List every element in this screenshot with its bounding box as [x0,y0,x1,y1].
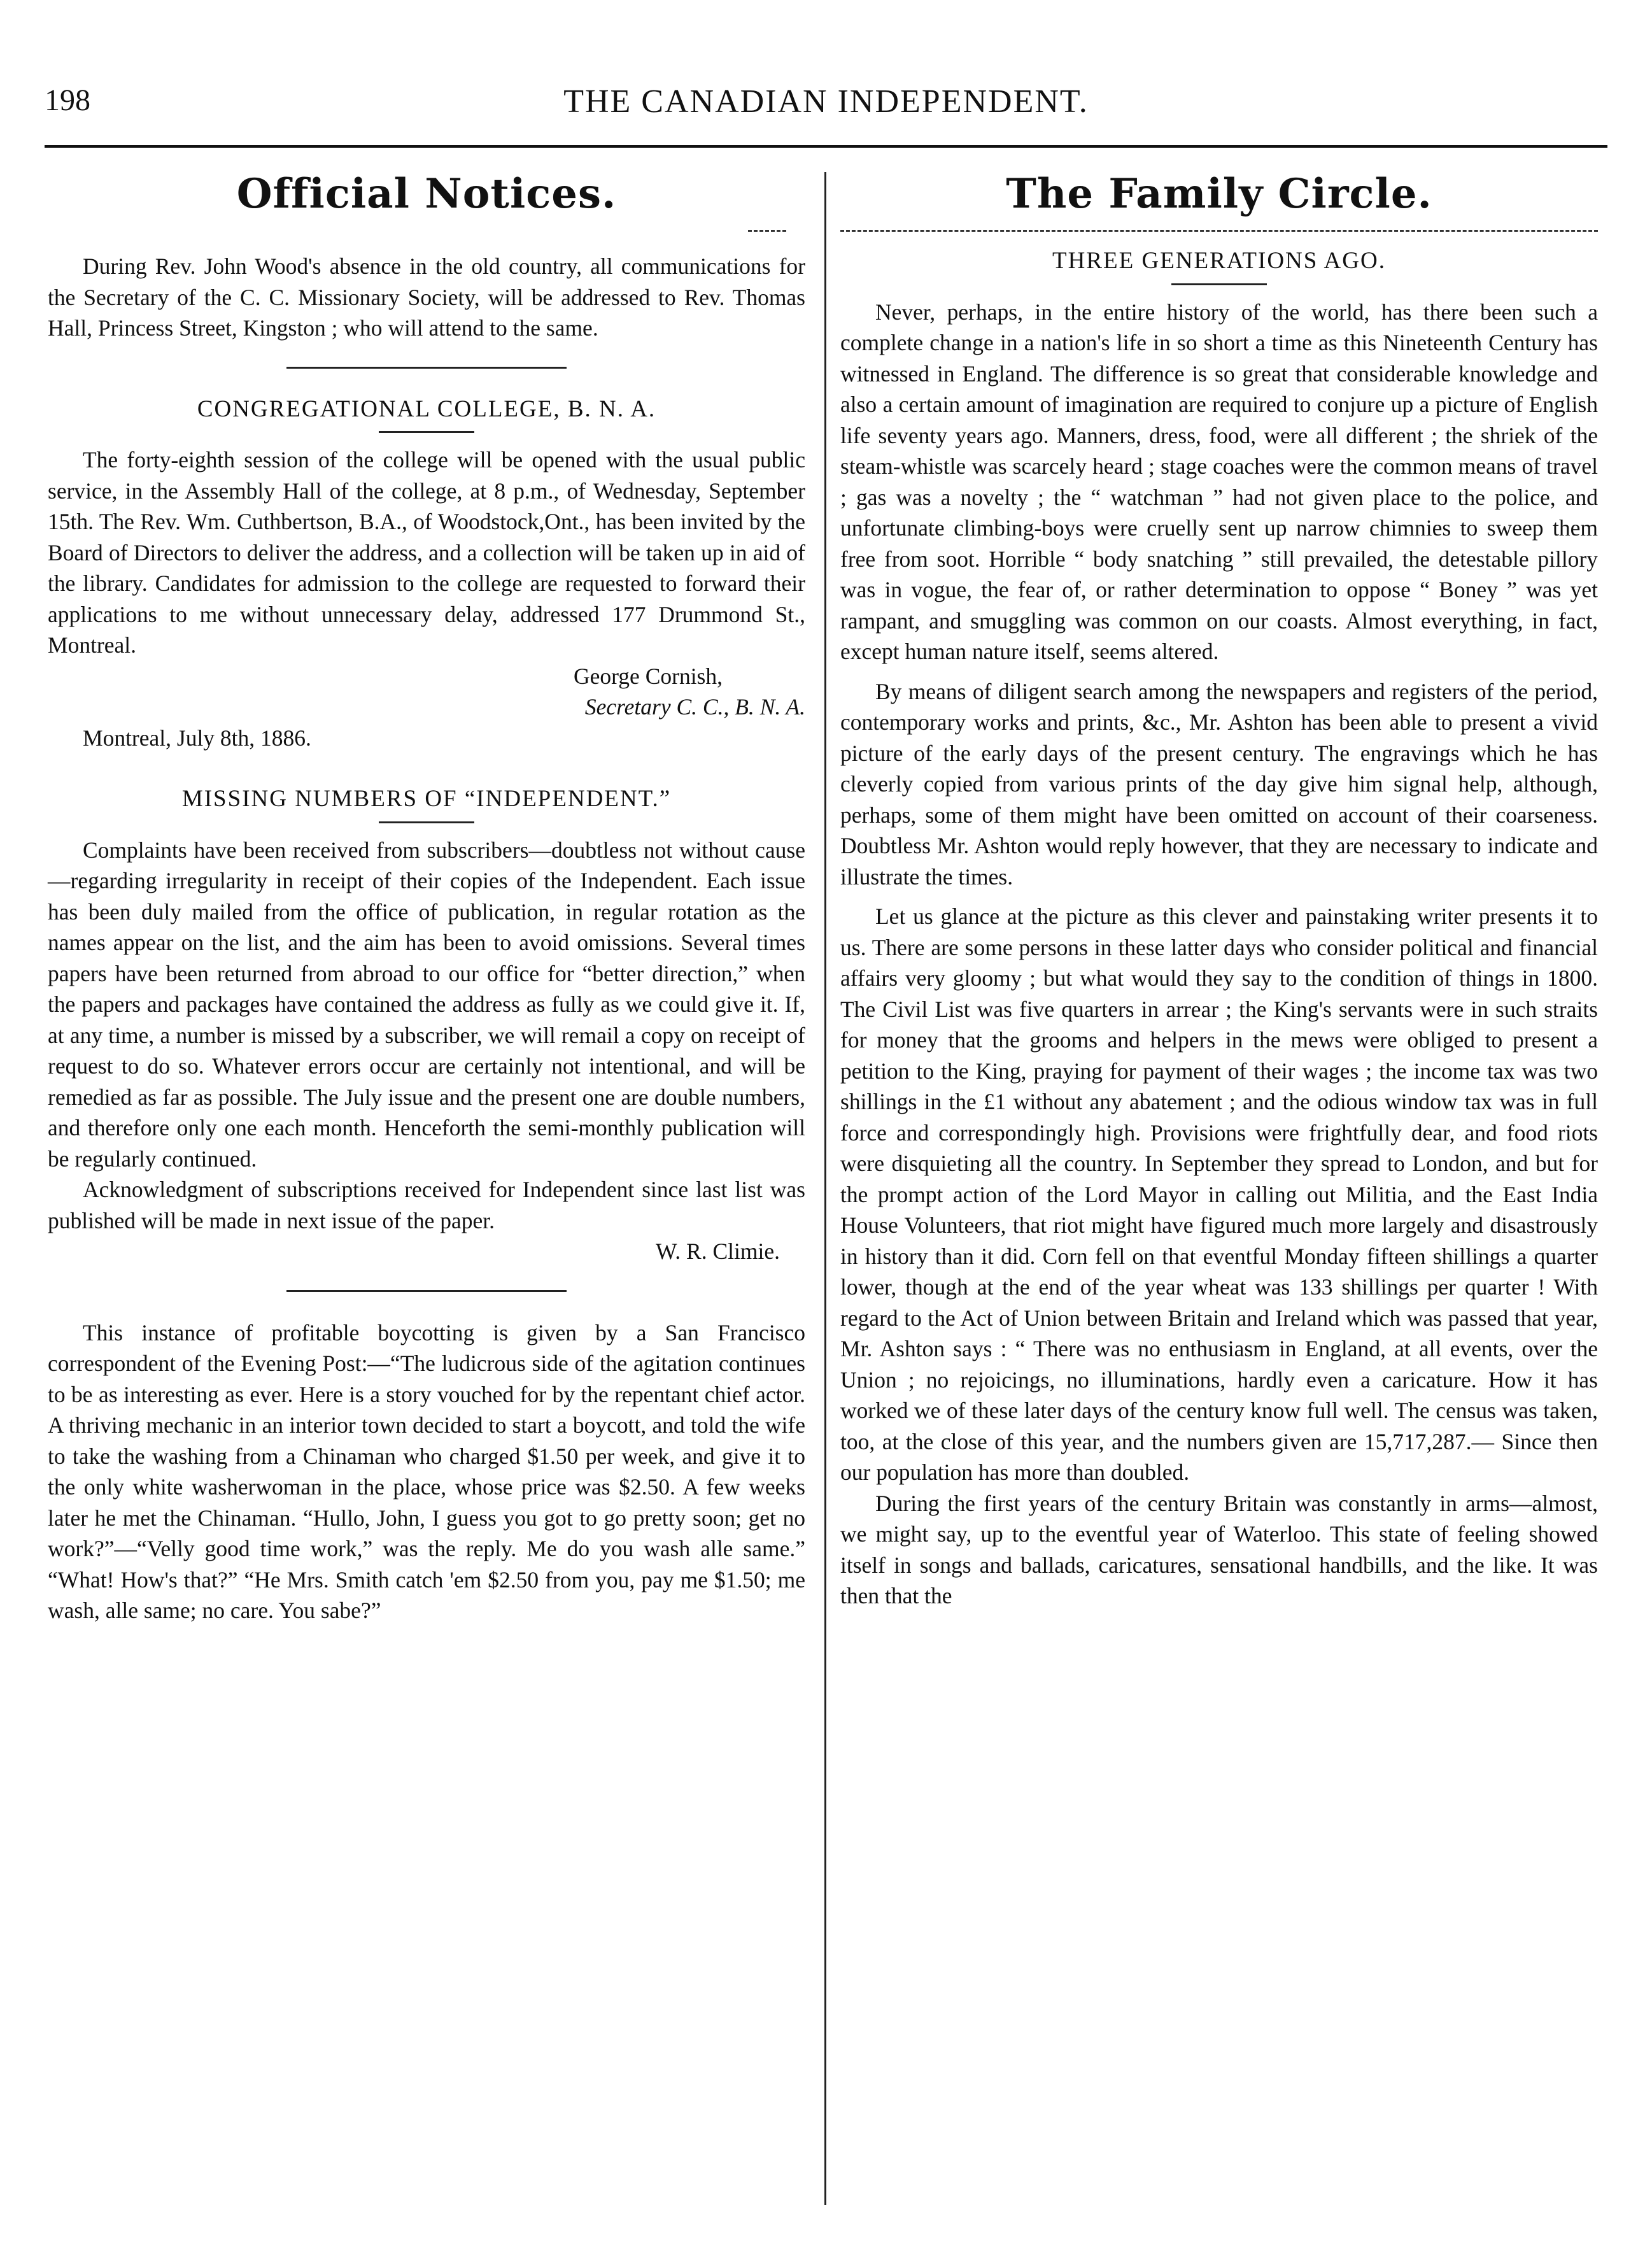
divider-rule [286,1290,567,1292]
missing-numbers-signature: W. R. Climie. [656,1238,780,1264]
spacer [840,892,1598,901]
short-rule [379,431,474,433]
dotted-divider [840,230,1598,232]
running-head [45,83,1607,134]
college-notice-body: The forty-eighth session of the college will be opened with the usual public service, in the Assembly Hall of the college, at 8 p.m., of Wednesday, September 15th. The Rev. Wm. Cuthbertson, B.A., of Woodstock,Ont., has been invited by the Board of Directors to deliver the address, and a collection will be taken up in aid of the library. Candidates for admission to the college are requested to forward their applications to me without unnecessary delay, addressed 177 Drummond St., Montreal. [48,447,805,658]
spacer [48,753,805,772]
spacer [840,667,1598,676]
college-heading: CONGREGATIONAL COLLEGE, B. N. A. [197,395,656,422]
subscriptions-acknowledgment: Acknowledgment of subscriptions received for Independent since last list was published will be made in next issue of the paper. [48,1177,805,1233]
left-column [48,162,805,1626]
short-rule [379,821,474,823]
header-rule [45,145,1607,148]
article-heading: THREE GENERATIONS AGO. [1052,248,1386,274]
article-paragraph-4: During the first years of the century Britain was constantly in arms—almost, we might say, up to the eventful year of Waterloo. This state of feeling showed itself in songs and ballads, caricatures, sensational handbills, and the like. It was then that the [840,1490,1598,1608]
family-circle-title: The Family Circle. [1006,170,1432,218]
college-signature-title: Secretary C. C., B. N. A. [584,694,805,720]
college-signature-name: George Cornish, [573,663,723,689]
article-paragraph-1: Never, perhaps, in the entire history of the world, has there been such a complete change in a nation's life in so short a time as this Nineteenth Century has witnessed in England. The difference is so great that considerable knowledge and also a certain amount of imagination are required to conjure up a picture of English life seventy years ago. Manners, dress, food, were all different ; the shriek of the steam-whistle was scarcely heard ; stage coaches were the common means of travel ; gas was a novelty ; the “ watchman ” had not given place to the police, and unfortunate climbing-boys were cruelly sent up narrow chimnies to sweep them free from soot. Horrible “ body snatching ” still prevailed, the detestable pillory was in vogue, the fear of, or rather determination to oppose “ Boney ” was yet rampant, and smuggling was common on our coasts. Almost everything, in fact, except human nature itself, seems altered. [840,299,1598,664]
column-divider [824,172,826,2205]
short-rule [1171,283,1267,285]
wood-absence-notice: During Rev. John Wood's absence in the old country, all communications for the Secretary of the C. C. Missionary Society, will be addressed to Rev. Thomas Hall, Princess Street, Kingston ; who will attend to the same. [48,253,805,341]
missing-numbers-heading: MISSING NUMBERS OF “INDEPENDENT.” [181,786,672,812]
page-number: 198 [45,83,90,117]
right-column [840,162,1598,1612]
missing-numbers-body: Complaints have been received from subscribers—doubtless not without cause—regarding irregularity in receipt of their copies of the Independent. Each issue has been duly mailed from the office of publication, in regular rotation as the names appear on the list, and the aim has been to avoid omissions. Several times papers have been returned from abroad to our office for “better direction,” when the papers and packages have contained the address as fully as we could give it. If, at any time, a number is missed by a subscriber, we will remail a copy on receipt of request to do so. Whatever errors occur are certainly not intentional, and will be remedied as far as possible. The July issue and the present one are double numbers, and therefore only one each month. Henceforth the semi-monthly publication will be regularly continued. [48,837,805,1172]
boycott-anecdote: This instance of profitable boycotting is given by a San Francisco correspondent of the Evening Post:—“The ludicrous side of the agitation continues to be as interesting as ever. Here is a story vouched for by the repentant chief actor. A thriving mechanic in an interior town decided to start a boycott, and told the wife to take the washing from a Chinaman who charged $1.50 per week, and give it to the only white washerwoman in the place, whose price was $2.50. A few weeks later he met the Chinaman. “Hullo, John, I guess you got to go pretty soon; get no work?”—“Velly good time work,” was the reply. Me do you wash alle same.” “What! How's that?” “He Mrs. Smith catch 'em $2.50 from you, pay me $1.50; me wash, alle same; no care. You sabe?” [48,1319,805,1623]
dotted-divider [748,230,786,232]
college-dateline: Montreal, July 8th, 1886. [83,725,311,751]
article-paragraph-3: Let us glance at the picture as this clever and painstaking writer presents it to us. There are some persons in these latter days who consider political and financial affairs very gloomy ; but what would they say to the condition of things in 1800. The Civil List was five quarters in arrear ; the King's servants were in such straits for money that the grooms and helpers in the mews were obliged to present a petition to the King, praying for payment of their wages ; the income tax was two shillings in the £1 without any abatement ; and the odious window tax was in full force and correspondingly high. Provisions were frightfully dear, and food riots were disquieting all the country. In September they spread to London, and but for the prompt action of the Lord Mayor in calling out Militia, and the East India House Volunteers, that riot might have figured much more largely and disastrously in history than it did. Corn fell on that eventful Monday fifteen shillings a quarter lower, though at the end of the year wheat was 133 shillings per quarter ! With regard to the Act of Union between Britain and Ireland which was passed that year, Mr. Ashton says : “ There was no enthusiasm in England, at all events, over the Union ; no rejoicings, no illuminations, hardly even a caricature. How it has worked we of these later days of the century know full well. The census was taken, too, at the close of this year, and the numbers given are 15,717,287.— Since then our population has more than doubled. [840,904,1598,1485]
article-paragraph-2: By means of diligent search among the newspapers and registers of the period, contemporary works and prints, &c., Mr. Ashton has been able to present a vivid picture of the early days of the present century. The engravings which he has cleverly copied from various prints of the day give him signal help, although, perhaps, some of them might have been omitted on account of their coarseness. Doubtless Mr. Ashton would reply however, that they are necessary to indicate and illustrate the times. [840,678,1598,890]
publication-title: THE CANADIAN INDEPENDENT. [563,83,1089,120]
official-notices-title: Official Notices. [236,170,617,218]
divider-rule [286,367,567,369]
